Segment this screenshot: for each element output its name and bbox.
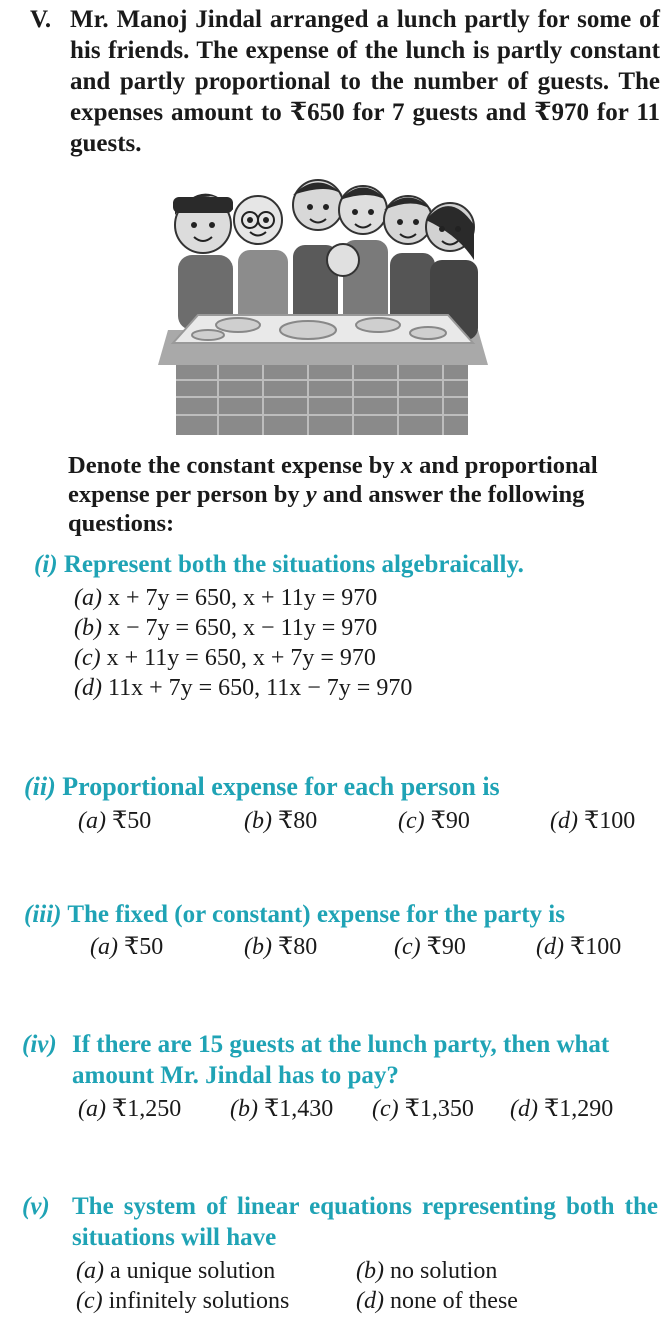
question-3 [24,899,664,930]
option-d[interactable]: (d) none of these [356,1288,518,1314]
option-c[interactable]: (c) ₹90 [398,808,470,834]
question-number: (i) [34,551,58,578]
option-a[interactable]: (a) a unique solution [76,1258,276,1284]
option-b[interactable]: (b) ₹1,430 [230,1096,334,1122]
option-d[interactable]: (d) 11x + 7y = 650, 11x − 7y = 970 [74,675,413,701]
case-text: Mr. Manoj Jindal arranged a lunch partly for some of his friends. The expense of the lunch is partly constant and partly proportional to the number of guests. The expenses amount to ₹650 for 7 guests and ₹970 for 11 guests. [70,6,660,157]
variable-y: y [305,481,317,508]
option-grid [76,1256,656,1316]
option-d[interactable]: (d) ₹100 [536,934,622,960]
question-text: If there are 15 guests at the lunch party, then what amount Mr. Jindal has to pay? [72,1031,610,1089]
question-1 [34,549,654,580]
lunch-party-illustration [158,165,488,440]
case-study-paragraph [30,4,660,159]
variable-x: x [400,452,414,479]
option-a[interactable]: (a) x + 7y = 650, x + 11y = 970 [74,585,378,611]
option-c[interactable]: (c) ₹90 [394,934,466,960]
option-a[interactable]: (a) ₹50 [78,808,152,834]
case-number: V. [30,6,52,33]
instruction-paragraph: Denote the constant expense by x and proportional expense per person by y and answer the following questions: [68,452,598,537]
option-c[interactable]: (c) x + 11y = 650, x + 7y = 970 [74,645,376,671]
option-b[interactable]: (b) x − 7y = 650, x − 11y = 970 [74,615,378,641]
option-d[interactable]: (d) ₹1,290 [510,1096,614,1122]
question-4 [22,1029,662,1091]
option-b[interactable]: (b) ₹80 [244,808,318,834]
question-number: (iii) [24,901,62,928]
option-a[interactable]: (a) ₹50 [90,934,164,960]
option-c[interactable]: (c) ₹1,350 [372,1096,474,1122]
question-number: (ii) [24,772,56,801]
question-text: The system of linear equations representing both the situations will have [72,1193,658,1251]
option-b[interactable]: (b) ₹80 [244,934,318,960]
question-text: Represent both the situations algebraically. [63,551,524,578]
question-number: (iv) [22,1031,57,1058]
option-list [74,583,412,703]
option-c[interactable]: (c) infinitely solutions [76,1288,290,1314]
question-text: Proportional expense for each person is [62,772,500,801]
option-d[interactable]: (d) ₹100 [550,808,636,834]
question-number: (v) [22,1193,50,1220]
option-b[interactable]: (b) no solution [356,1258,498,1284]
question-5 [22,1191,658,1253]
question-text: The fixed (or constant) expense for the party is [67,901,565,928]
question-2 [24,771,654,802]
option-a[interactable]: (a) ₹1,250 [78,1096,182,1122]
